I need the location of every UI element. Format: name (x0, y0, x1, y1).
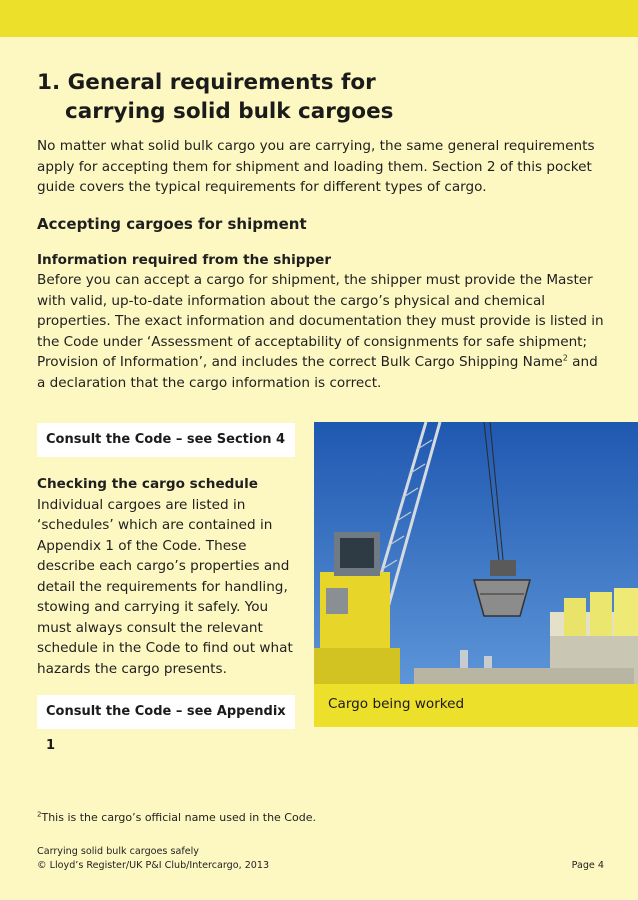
page-title (37, 68, 605, 126)
footer-publication-title: Carrying solid bulk cargoes safely (37, 846, 199, 857)
shipper-info-text-2: and a declaration that the cargo information is correct. (37, 354, 598, 391)
photo-caption: Cargo being worked (314, 684, 638, 727)
schedule-column (37, 474, 297, 679)
title-line-2: carrying solid bulk cargoes (65, 99, 394, 124)
top-color-band (0, 0, 638, 37)
shipper-info-paragraph (37, 270, 605, 393)
shipper-info-text-1: Before you can accept a cargo for shipment, the shipper must provide the Master with valid, up-to-date information about the cargo’s physical and chemical properties. The exact information and documentation they must provide is listed in the Code under ‘Assessment of acceptability of consignments for safe shipment; Provision of Information’, and includes the correct Bulk Cargo Shipping Name (37, 272, 604, 370)
footer-credits (37, 845, 437, 873)
footnote (37, 811, 597, 825)
cargo-schedule-paragraph: Individual cargoes are listed in ‘schedules’ which are contained in Appendix 1 of the Code. These describe each cargo’s properties and detail the requirements for handling, stowing and carrying it safely. You must always consult the relevant schedule in the Code to find out what hazards the cargo presents. (37, 496, 293, 677)
section-heading-accepting: Accepting cargoes for shipment (37, 214, 307, 233)
cargo-photo (314, 422, 638, 684)
callout-consult-appendix-1: Consult the Code – see Appendix 1 (37, 695, 295, 729)
crane-illustration (314, 422, 638, 684)
footnote-text: This is the cargo’s official name used in the Code. (41, 811, 316, 824)
page-number: Page 4 (571, 860, 604, 871)
footnote-marker: 2 (37, 810, 42, 819)
footer-copyright: © Lloyd’s Register/UK P&I Club/Intercargo, 2013 (37, 860, 270, 871)
callout-consult-section-4: Consult the Code – see Section 4 (37, 423, 295, 457)
intro-paragraph: No matter what solid bulk cargo you are carrying, the same general requirements apply for accepting them for shipment and loading them. Section 2 of this pocket guide covers the typical requirements for different types of cargo. (37, 138, 595, 195)
main-content (37, 68, 605, 393)
subheading-cargo-schedule: Checking the cargo schedule (37, 476, 258, 492)
footnote-reference: 2 (562, 353, 568, 363)
subheading-shipper-info: Information required from the shipper (37, 251, 332, 268)
title-line-1: 1. General requirements for (37, 70, 376, 95)
